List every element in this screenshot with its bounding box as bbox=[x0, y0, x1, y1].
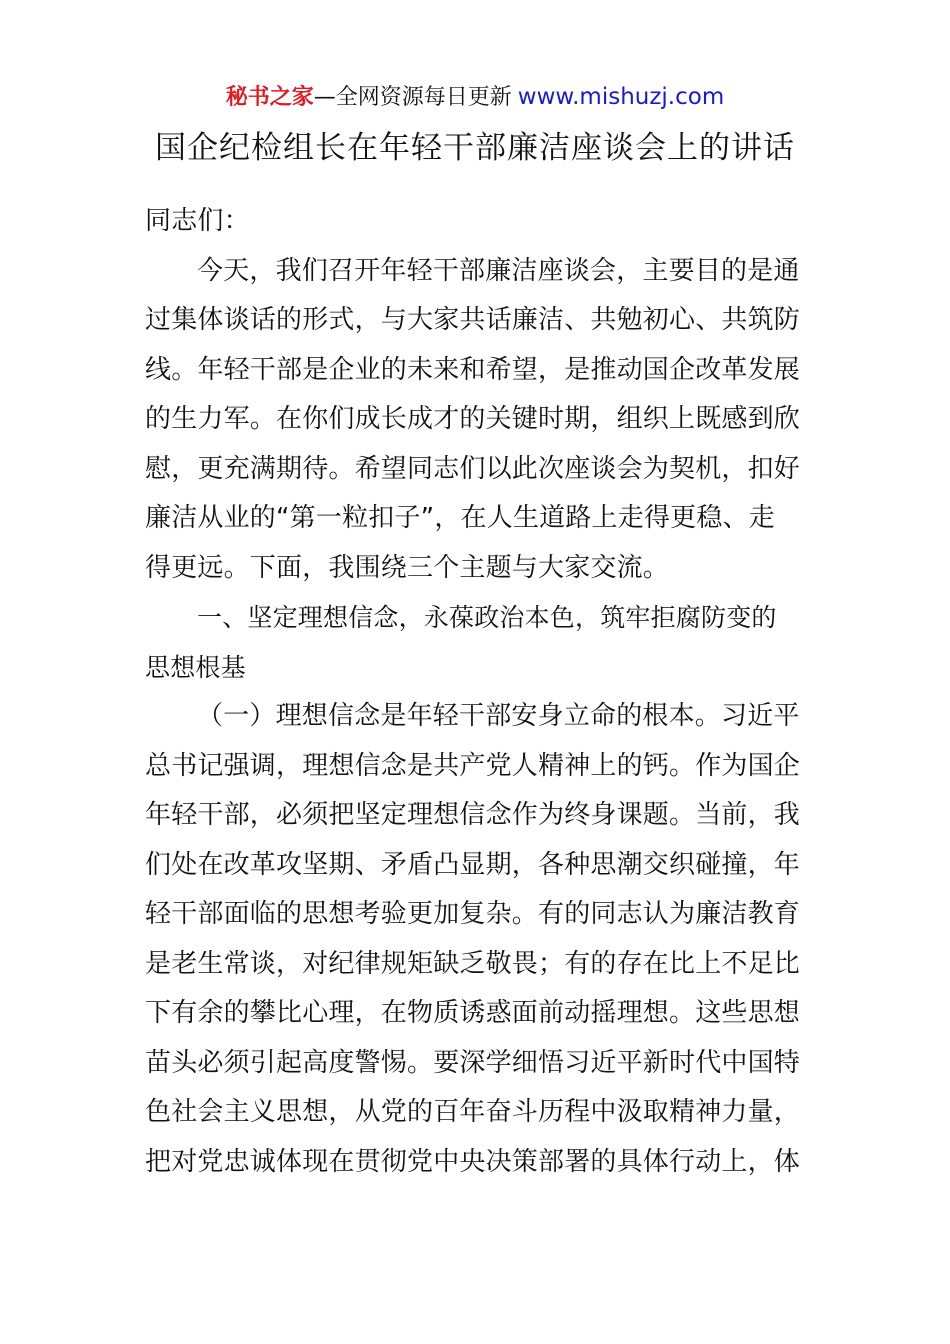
section-heading: 一、坚定理想信念，永葆政治本色，筑牢拒腐防变的 bbox=[197, 603, 777, 632]
paragraph-line: 色社会主义思想，从党的百年奋斗历程中汲取精神力量， bbox=[145, 1097, 801, 1127]
document-title: 国企纪检组长在年轻干部廉洁座谈会上的讲话 bbox=[155, 130, 795, 166]
paragraph-line: 是老生常谈，对纪律规矩缺乏敬畏；有的存在比上不足比 bbox=[145, 948, 801, 979]
paragraph-line: 过集体谈话的形式，与大家共话廉洁、共勉初心、共筑防 bbox=[145, 305, 801, 335]
paragraph-line: 得更远。下面，我围绕三个主题与大家交流。 bbox=[145, 552, 670, 583]
paragraph-line: 廉洁从业的“第一粒扣子”，在人生道路上走得更稳、走 bbox=[145, 503, 775, 533]
site-url-link[interactable]: www.mishuzj.com bbox=[517, 84, 725, 110]
paragraph-line: 总书记强调，理想信念是共产党人精神上的钙。作为国企 bbox=[145, 750, 801, 781]
site-brand: 秘书之家 bbox=[225, 85, 314, 110]
paragraph-line: （一）理想信念是年轻干部安身立命的根本。习近平 bbox=[197, 701, 800, 731]
site-header bbox=[0, 80, 950, 115]
paragraph-line: 把对党忠诚体现在贯彻党中央决策部署的具体行动上，体 bbox=[145, 1146, 801, 1177]
paragraph-line: 下有余的攀比心理，在物质诱惑面前动摇理想。这些思想 bbox=[145, 998, 801, 1028]
paragraph-line: 年轻干部，必须把坚定理想信念作为终身课题。当前，我 bbox=[145, 800, 801, 830]
paragraph-line: 线。年轻干部是企业的未来和希望，是推动国企改革发展 bbox=[145, 354, 801, 385]
paragraph-line: 们处在改革攻坚期、矛盾凸显期，各种思潮交织碰撞，年 bbox=[145, 849, 801, 880]
paragraph-line: 苗头必须引起高度警惕。要深学细悟习近平新时代中国特 bbox=[145, 1047, 801, 1078]
salutation: 同志们： bbox=[145, 206, 250, 236]
paragraph-line: 轻干部面临的思想考验更加复杂。有的同志认为廉洁教育 bbox=[145, 899, 801, 929]
site-slogan: —全网资源每日更新 bbox=[313, 85, 512, 110]
section-heading: 思想根基 bbox=[145, 652, 246, 682]
paragraph-line: 今天，我们召开年轻干部廉洁座谈会，主要目的是通 bbox=[197, 255, 800, 286]
paragraph-line: 的生力军。在你们成长成才的关键时期，组织上既感到欣 bbox=[145, 404, 801, 434]
paragraph-line: 慰，更充满期待。希望同志们以此次座谈会为契机，扣好 bbox=[145, 453, 801, 484]
document-body bbox=[145, 197, 805, 1187]
